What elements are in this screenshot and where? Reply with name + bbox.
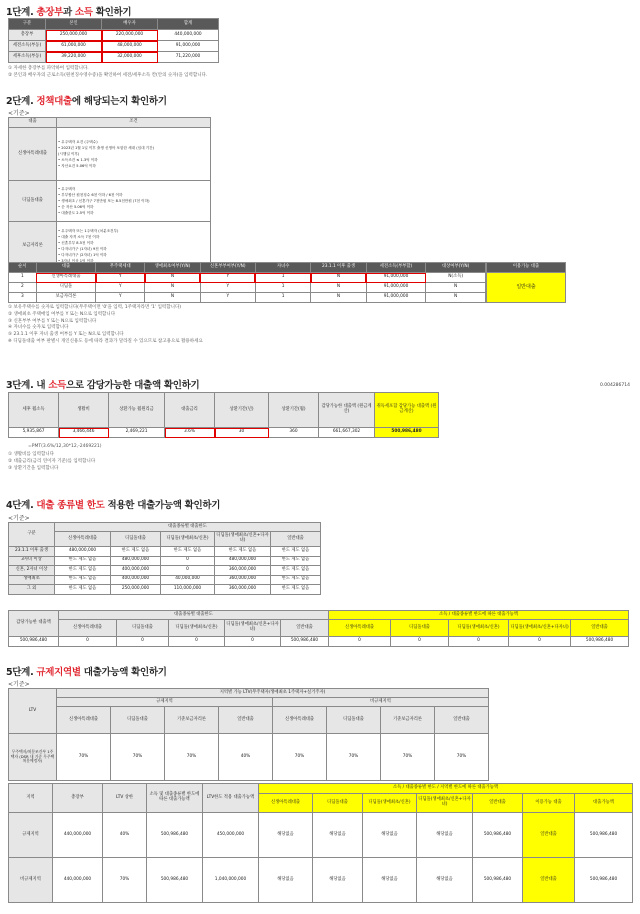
step5-criteria-label: <기준> <box>8 681 30 688</box>
table-cell: 지역별 가능 LTV(무주택자/생애최초 1주택자+실거주자) <box>57 689 489 698</box>
table-cell: • 무주택자 요건 (주택수) • 2023년 1월 1일 이후 출생 신생아 포함한 세대 (임대 기간) (시행일 이후) • 소득조건 ≤ 1.3억 이하 • 자산요건 5.06억 이하 <box>57 128 211 181</box>
table-cell: 해당없음 <box>259 813 313 858</box>
table-cell: 구분 <box>9 19 46 30</box>
text-line: 총장부 <box>36 7 64 18</box>
interest-rate-input[interactable]: 3.6% <box>165 428 215 438</box>
table-cell: 500,986,480 <box>571 637 629 647</box>
table-cell: N <box>426 283 486 293</box>
table-cell: Y <box>96 283 145 293</box>
text-line: 소득 <box>74 7 93 18</box>
table-cell: 대출가능액 <box>575 794 633 813</box>
newborn-input-1[interactable]: N <box>311 273 366 283</box>
step2-criteria-table <box>8 117 211 271</box>
step5-ltv-table <box>8 688 489 781</box>
table-cell: 그 외 <box>9 585 55 595</box>
table-cell: 세후 월소득 <box>9 393 59 428</box>
table-cell: 3 <box>9 293 37 303</box>
table-cell: 비규제지역 <box>9 858 53 903</box>
table-cell: 500,986,480 <box>147 813 203 858</box>
table-cell: 신혼부부여부(Y/N) <box>200 263 255 273</box>
text-line: 정책대출 <box>36 96 72 107</box>
table-cell: 70% <box>57 734 111 781</box>
table-cell: 480,000,000 <box>215 556 271 566</box>
table-cell: 디딤돌(생애최초/신혼+다자녀) <box>417 794 473 813</box>
table-cell: 보금자리론 <box>36 293 96 303</box>
table-cell: 기준보금자리론 <box>381 707 435 734</box>
table-cell: 신생아특례대출 <box>36 273 96 283</box>
table-cell: 본인 <box>46 19 102 30</box>
table-cell: 440,000,000 <box>53 813 103 858</box>
table-cell: • 무주택자 • 부부합산 원천징수 6천 이하 / 6천 이하 • 생애최초 / 신혼가구 7천만원 또는 8.5천만원 (7천 이하) • 순 자산 5.06억 이하 • 대출한도 2.5억 이하 <box>57 181 211 222</box>
table-cell: 디딤돌(생애최초/신혼+다자녀) <box>215 532 271 547</box>
text-line: 1단계. <box>6 7 37 18</box>
table-cell: 해당없음 <box>313 858 363 903</box>
table-cell: 400,000,000 <box>111 566 161 576</box>
table-cell: N <box>311 283 366 293</box>
table-cell: 40% <box>219 734 273 781</box>
table-cell: 40,000,000 <box>161 575 215 585</box>
step3-formula: =PMT(3.6%/12,30*12,-2469221) <box>28 444 102 449</box>
table-cell: 대출 <box>9 118 57 128</box>
table-cell: 91,000,000 <box>158 41 219 52</box>
table-cell: 자녀수 <box>255 263 310 273</box>
table-cell: 일반대출 <box>219 707 273 734</box>
children-input-1[interactable]: 1 <box>255 273 310 283</box>
table-cell: 이용가능 대출 <box>523 794 575 813</box>
table-cell: 일반대출 <box>487 273 566 303</box>
table-cell: 디딤돌(생애최초/신혼) <box>161 532 215 547</box>
table-cell: 대상여부(Y/N) <box>426 263 486 273</box>
table-cell: 세후소득(부동) <box>9 52 46 63</box>
living-cost-input[interactable]: 3,466,446 <box>59 428 109 438</box>
text-line: 적용한 대출가능액 확인하기 <box>104 500 221 511</box>
table-cell: 한도 제도 없음 <box>55 556 111 566</box>
step2-check-table <box>8 262 486 303</box>
table-cell: 40% <box>103 813 147 858</box>
step1-notes <box>8 66 207 80</box>
table-cell: 500,986,480 <box>281 637 329 647</box>
table-cell: 디딤돌(생애최초/신혼) <box>363 794 417 813</box>
table-cell: 500,986,480 <box>9 637 59 647</box>
table-cell: 디딤돌대출 <box>117 620 169 637</box>
text-line: 3단계. 내 <box>6 380 49 391</box>
table-cell: 0 <box>449 637 509 647</box>
table-cell: 규제지역 <box>9 813 53 858</box>
table-cell: 한도 제도 없음 <box>271 575 321 585</box>
text-line: ① 생활비를 입력합니다 <box>8 452 55 457</box>
step1-title <box>6 4 131 18</box>
table-cell: 0 <box>225 637 281 647</box>
table-cell: 일반대출 <box>523 858 575 903</box>
text-line: ① 자세한 총장부를 파악하여 입력합니다. <box>8 66 89 71</box>
table-cell: 1 <box>9 273 37 283</box>
table-cell: Y <box>96 293 145 303</box>
table-cell: 보금자리론 <box>9 222 57 271</box>
table-cell: 디딤돌(생애최초/신혼+다자녀) <box>509 620 571 637</box>
text-line: 에 해당되는지 확인하기 <box>71 96 167 107</box>
table-cell: 360 <box>269 428 319 438</box>
table-cell: 디딤돌(생애최초/신혼) <box>169 620 225 637</box>
text-line: 대출가능액 확인하기 <box>80 667 167 678</box>
table-cell: 480,000,000 <box>55 547 111 557</box>
table-cell: 소득 / 대출종류별 한도 / 지역별 한도에 따른 대출가능액 <box>259 784 633 794</box>
table-cell: 0 <box>329 637 391 647</box>
table-cell: 무주택세대 <box>96 263 145 273</box>
text-line: ② 대출금리(금리 연이자 기준)를 입력합니다 <box>8 458 96 464</box>
text-line: ③ 상환기간을 입력합니다 <box>8 465 59 471</box>
table-cell: 한도 제도 없음 <box>161 547 215 557</box>
table-cell: 디딤돌대출 <box>313 794 363 813</box>
table-cell: 생애최초여부(Y/N) <box>145 263 200 273</box>
table-cell: 순서 <box>9 263 37 273</box>
term-years-input[interactable]: 30 <box>215 428 269 438</box>
table-cell: 일반대출 <box>281 620 329 637</box>
table-cell: 이용가능 대출 <box>487 263 566 273</box>
table-cell: 세전소득(부부합) <box>366 263 426 273</box>
table-cell: 일반대출 <box>435 707 489 734</box>
table-cell: 0 <box>117 637 169 647</box>
table-cell: 해당없음 <box>259 858 313 903</box>
table-cell: 해당없음 <box>417 858 473 903</box>
table-cell: 소득 / 대출종류별 한도에 따른 대출가능액 <box>329 611 629 620</box>
table-cell: 비규제지역 <box>273 698 489 707</box>
table-cell: 디딤돌(생애최초/신혼+다자녀) <box>225 620 281 637</box>
table-cell: 디딤돌대출 <box>111 532 161 547</box>
table-cell: 500,986,480 <box>575 813 633 858</box>
text-line: ⑤ 23.1.1 이후 자녀 출생 여부를 Y 또는 N으로 입력합니다 <box>8 332 124 338</box>
table-cell: 디딤돌대출 <box>327 707 381 734</box>
step3-table <box>8 392 439 438</box>
table-cell: 70% <box>327 734 381 781</box>
table-cell: 400,000,000 <box>111 575 161 585</box>
table-cell: 디딤돌 <box>36 283 96 293</box>
table-cell: 무주택자/처분조건부 1주택자 (DSR 내 기준 무주택 처분예정자) <box>9 734 57 781</box>
table-cell: LTV <box>9 689 57 734</box>
table-cell: 360,000,000 <box>215 575 271 585</box>
table-cell: 해당없음 <box>363 858 417 903</box>
table-cell: 취득세포함 감당가능 대출액 (원금계산) <box>375 393 439 428</box>
table-cell: 디딤돌대출 <box>391 620 449 637</box>
step4-criteria-label: <기준> <box>8 515 30 522</box>
homeless-input-1[interactable]: Y <box>96 273 145 283</box>
table-cell: 신생아특례대출 <box>55 532 111 547</box>
table-cell: 한도 제도 없음 <box>55 566 111 576</box>
table-cell: 71,220,000 <box>158 52 219 63</box>
table-cell: 세전소득(부동) <box>9 41 46 52</box>
step4-result-table <box>8 610 629 647</box>
table-cell: 500,986,480 <box>575 858 633 903</box>
table-cell: N(소득) <box>426 273 486 283</box>
table-cell: 23.1.1 이후 출생 <box>311 263 366 273</box>
table-cell: LTV한도 적용 대출가능액 <box>203 784 259 813</box>
table-cell: 배우자 <box>102 19 158 30</box>
table-cell: 상환기간(월) <box>269 393 319 428</box>
table-cell: 신생아특례대출 <box>259 794 313 813</box>
table-cell: 한도 제도 없음 <box>55 585 111 595</box>
table-cell: 440,000,000 <box>158 30 219 41</box>
table-cell: 70% <box>165 734 219 781</box>
table-cell: Y <box>200 283 255 293</box>
table-cell: 감당가능한 대출액 (원금계산) <box>319 393 375 428</box>
table-cell: 해당없음 <box>313 813 363 858</box>
table-cell: 110,000,000 <box>161 585 215 595</box>
table-cell: 해당없음 <box>417 813 473 858</box>
owner-aftertax-input[interactable]: 39,220,000 <box>46 52 102 63</box>
step5-result-table <box>8 783 633 903</box>
step2-title <box>6 93 167 107</box>
table-cell: 일반대출 <box>473 794 523 813</box>
table-cell: 500,986,480 <box>473 813 523 858</box>
table-cell: Y <box>200 293 255 303</box>
text-line: 과 <box>63 7 75 18</box>
table-cell: 450,000,000 <box>203 813 259 858</box>
table-cell: 일반대출 <box>271 532 321 547</box>
table-cell: 신생아특례대출 <box>329 620 391 637</box>
step3-notes <box>8 452 95 472</box>
table-cell: 한도 제도 없음 <box>271 547 321 557</box>
table-cell: 500,986,480 <box>473 858 523 903</box>
table-cell: 신생아특례대출 <box>57 707 111 734</box>
table-cell: 감당가능한 대출액 <box>9 611 59 637</box>
table-cell: 상환가능 월원리금 <box>109 393 165 428</box>
table-cell: 0 <box>391 637 449 647</box>
table-cell: N <box>145 293 200 303</box>
table-cell: 250,000,000 <box>111 585 161 595</box>
table-cell: 일반대출 <box>523 813 575 858</box>
step5-title <box>6 664 167 678</box>
table-cell: 0 <box>169 637 225 647</box>
table-cell: 대출종류별 대출한도 <box>59 611 329 620</box>
table-cell: 해당없음 <box>363 813 417 858</box>
table-cell: 대출종류별 대출한도 <box>55 523 321 532</box>
table-cell: N <box>426 293 486 303</box>
available-loan-box <box>486 262 566 303</box>
table-cell: 91,000,000 <box>366 293 426 303</box>
text-line: ④ 자녀수를 숫자로 입력합니다 <box>8 325 69 331</box>
text-line: ※ 디딤돌대출 여부 판별시 개인신용도 등에 따라 결과가 달라질 수 있으므로 참고용으로 활용하세요 <box>8 338 203 344</box>
spouse-pretax-input[interactable]: 48,000,000 <box>102 41 158 52</box>
table-cell: 2 <box>9 283 37 293</box>
table-cell: 0 <box>509 637 571 647</box>
table-cell: 한도 제도 없음 <box>215 547 271 557</box>
table-cell: 한도 제도 없음 <box>271 566 321 576</box>
step2-criteria-label: <기준> <box>8 110 30 117</box>
table-cell: 0 <box>161 566 215 576</box>
table-cell: 3자녀 이상 <box>9 556 55 566</box>
table-cell: 70% <box>435 734 489 781</box>
text-line: ② 본인과 배우자의 근로소득(원천징수영수증)을 확인하여 세전/세후소득 칸(안의 숫자)을 입력합니다. <box>8 72 208 78</box>
table-cell: 1 <box>255 283 310 293</box>
text-line: 2단계. <box>6 96 37 107</box>
spouse-aftertax-input[interactable]: 32,000,000 <box>102 52 158 63</box>
table-cell: 신생아특례대출 <box>9 128 57 181</box>
table-cell: 규제지역 <box>57 698 273 707</box>
table-cell: 1,040,000,000 <box>203 858 259 903</box>
table-cell: 2,469,221 <box>109 428 165 438</box>
text-line: 규제지역별 <box>36 667 81 678</box>
table-cell: 70% <box>381 734 435 781</box>
table-cell: 구분 <box>9 523 55 547</box>
step3-ref-value: 0.004286714 <box>599 383 630 388</box>
newlywed-input-1[interactable]: Y <box>200 273 255 283</box>
text-line: 확인하기 <box>92 7 132 18</box>
table-cell: 기준보금자리론 <box>165 707 219 734</box>
table-cell: 생활비 <box>59 393 109 428</box>
table-cell: 91,000,000 <box>366 283 426 293</box>
table-cell: 신생아특례대출 <box>273 707 327 734</box>
table-cell: 480,000,000 <box>111 556 161 566</box>
table-cell: 661,667,302 <box>319 428 375 438</box>
table-cell: 디딤돌대출 <box>111 707 165 734</box>
step4-limit-table <box>8 522 321 595</box>
table-cell: • 무주택자 또는 1주택자 (처분조건부) • 대출 자격 소득 7천 이하 • 신혼부부 8.5천 이하 • 다자녀가구 (1자녀) 9천 이하 • 다자녀가구 (2자녀) 1억 이하 • 3자녀 이상 1억 이하 <box>57 222 211 271</box>
table-cell: 70% <box>103 858 147 903</box>
table-cell: 상환기간(년) <box>215 393 269 428</box>
table-cell: 한도 제도 없음 <box>271 556 321 566</box>
text-line: 5단계. <box>6 667 37 678</box>
spouse-total-input[interactable]: 220,000,000 <box>102 30 158 41</box>
owner-total-input[interactable]: 250,000,000 <box>46 30 102 41</box>
table-cell: 총장부 <box>53 784 103 813</box>
table-cell: 한도 제도 없음 <box>55 575 111 585</box>
table-cell: 70% <box>111 734 165 781</box>
table-cell: 조건 <box>57 118 211 128</box>
table-cell: 한도 제도 없음 <box>111 547 161 557</box>
table-cell: 0 <box>161 556 215 566</box>
table-cell: LTV 상한 <box>103 784 147 813</box>
table-cell: 지역 <box>9 784 53 813</box>
table-cell: 총장부 <box>9 30 46 41</box>
text-line: ② 생애최초 주택매입 여부를 Y 또는 N으로 입력합니다 <box>8 311 116 317</box>
step3-title <box>6 377 199 391</box>
table-cell: 대출금리 <box>165 393 215 428</box>
table-cell: 5,935,867 <box>9 428 59 438</box>
table-cell: 생애최초 <box>9 575 55 585</box>
table-cell: 소득 및 대출종류별 한도에 따른 대출가능액 <box>147 784 203 813</box>
step4-title <box>6 497 220 511</box>
table-cell: 23.1.1 이후 출생 <box>9 547 55 557</box>
table-cell: 91,000,000 <box>366 273 426 283</box>
owner-pretax-input[interactable]: 61,000,000 <box>46 41 102 52</box>
table-cell: 70% <box>273 734 327 781</box>
firsthome-input-1[interactable]: N <box>145 273 200 283</box>
table-cell: 디딤돌(생애최초/신혼) <box>449 620 509 637</box>
table-cell: 합계 <box>158 19 219 30</box>
table-cell: 신생아특례대출 <box>59 620 117 637</box>
table-cell: 0 <box>59 637 117 647</box>
text-line: 대출 종류별 한도 <box>36 500 105 511</box>
table-cell: 일반대출 <box>571 620 629 637</box>
text-line: ① 보유주택수를 숫자로 입력합니다(무주택이면 '0'을 입력, 1주택자라면 '1' 입력합니다) <box>8 305 182 310</box>
table-cell: 360,000,000 <box>215 585 271 595</box>
table-cell: N <box>145 283 200 293</box>
table-cell: 360,000,000 <box>215 566 271 576</box>
table-cell: 디딤돌대출 <box>9 181 57 222</box>
table-cell: 대출 <box>36 263 96 273</box>
table-cell: N <box>311 293 366 303</box>
text-line: 소득 <box>48 380 67 391</box>
table-cell: 신혼, 2자녀 이상 <box>9 566 55 576</box>
step1-table <box>8 18 219 63</box>
table-cell: 440,000,000 <box>53 858 103 903</box>
text-line: 으로 감당가능한 대출액 확인하기 <box>66 380 200 391</box>
table-cell: 500,986,480 <box>147 858 203 903</box>
table-cell: 한도 제도 없음 <box>271 585 321 595</box>
table-cell: 1 <box>255 293 310 303</box>
step2-notes <box>8 305 203 346</box>
text-line: ③ 신혼부부 여부를 Y 또는 N으로 입력합니다 <box>8 318 97 324</box>
table-cell: 500,986,480 <box>375 428 439 438</box>
text-line: 4단계. <box>6 500 37 511</box>
